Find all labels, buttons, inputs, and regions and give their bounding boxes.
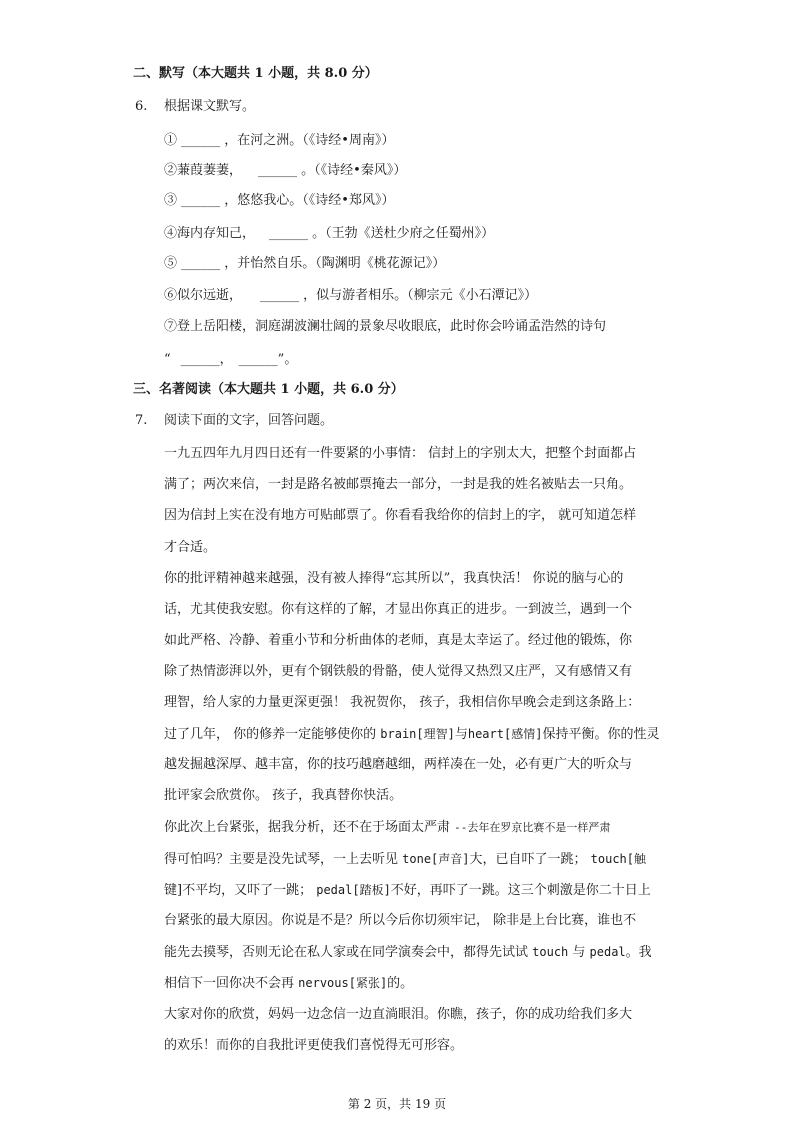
dictation-item-4: ④海内存知己， ______ 。（王勃《送杜少府之任蜀州》） bbox=[164, 226, 495, 241]
passage-line: 能先去摸琴，否则无论在私人家或在同学演奏会中，都得先试试 touch 与 pedal。我 bbox=[164, 945, 652, 960]
passage-line: 你此次上台紧张，据我分析，还不在于场面太严肃 --去年在罗京比赛不是一样严肃 bbox=[164, 820, 611, 835]
question-6-prompt: 根据课文默写。 bbox=[164, 99, 256, 114]
dictation-blank[interactable]: ______ bbox=[180, 352, 220, 367]
question-6-number: 6. bbox=[135, 99, 148, 114]
dictation-item-5: ⑤ ______ ，并怡然自乐。（陶渊明《桃花源记》） bbox=[164, 256, 446, 271]
dictation-blank[interactable]: ______ bbox=[260, 288, 300, 303]
passage-line: 你的批评精神越来越强，没有被人捧得“忘其所以”，我真快活！ 你说的脑与心的 bbox=[164, 571, 624, 586]
passage-line: 批评家会欣赏你。 孩子，我真替你快活。 bbox=[164, 788, 403, 803]
question-7-prompt: 阅读下面的文字，回答问题。 bbox=[164, 413, 334, 428]
passage-line: 得可怕吗？主要是没先试琴，一上去听见 tone[声音]大，已自吓了一跳； touch[触 bbox=[164, 852, 646, 867]
passage-line: 大家对你的欣赏，妈妈一边念信一边直淌眼泪。你瞧，孩子，你的成功给我们多大 bbox=[164, 1007, 633, 1022]
passage-line: 过了几年， 你的修养一定能够使你的 brain[理智]与heart[感情]保持平衡。你的性灵 bbox=[164, 727, 660, 742]
section3-heading: 三、名著阅读（本大题共 1 小题，共 6.0 分） bbox=[133, 382, 404, 397]
section2-heading: 二、默写（本大题共 1 小题，共 8.0 分） bbox=[133, 66, 378, 81]
passage-line: 理智，给人家的力量更深更强！ 我祝贺你， 孩子，我相信你早晚会走到这条路上： bbox=[164, 695, 641, 710]
dictation-item-7: ⑦登上岳阳楼，洞庭湖波澜壮阔的景象尽收眼底，此时你会吟诵孟浩然的诗句 bbox=[164, 319, 607, 334]
dictation-item-2: ②蒹葭萋萋， ______ 。（《诗经•秦风》） bbox=[164, 163, 407, 178]
passage-line: 如此严格、冷静、着重小节和分析曲体的老师，真是太幸运了。经过他的锻炼，你 bbox=[164, 633, 633, 648]
passage-line: 除了热情澎湃以外，更有个钢铁般的骨骼，使人觉得又热烈又庄严，又有感情又有 bbox=[164, 664, 633, 679]
dictation-blank[interactable]: ______ bbox=[258, 163, 298, 178]
passage-line: 才合适。 bbox=[164, 540, 217, 555]
passage-line: 键]不平均，又吓了一跳； pedal[踏板]不好，再吓了一跳。这三个刺激是你二十日上 bbox=[164, 883, 651, 898]
dictation-blank[interactable]: ______ bbox=[181, 133, 221, 148]
dictation-blank[interactable]: ______ bbox=[181, 193, 221, 208]
passage-line: 一九五四年九月四日还有一件要紧的小事情： 信封上的字别太大，把整个封面都占 bbox=[164, 446, 637, 461]
passage-line: 的欢乐！而你的自我批评更使我们喜悦得无可形容。 bbox=[164, 1038, 464, 1053]
passage-line: 满了；两次来信，一封是路名被邮票掩去一部分，一封是我的姓名被贴去一只角。 bbox=[164, 477, 633, 492]
dictation-blank[interactable]: ______ bbox=[269, 226, 309, 241]
passage-line: 越发掘越深厚、越丰富，你的技巧越磨越细，两样凑在一处，必有更广大的听众与 bbox=[164, 757, 633, 772]
passage-line: 话，尤其使我安慰。你有这样的了解，才显出你真正的进步。一到波兰，遇到一个 bbox=[164, 602, 633, 617]
passage-line: 相信下一回你决不会再 nervous[紧张]的。 bbox=[164, 976, 414, 991]
question-7-number: 7. bbox=[135, 413, 148, 428]
page-footer: 第 2 页，共 19 页 bbox=[347, 1097, 447, 1111]
passage-line: 因为信封上实在没有地方可贴邮票了。你看看我给你的信封上的字， 就可知道怎样 bbox=[164, 508, 637, 523]
dictation-item-1: ① ______ ，在河之洲。（《诗经•周南》） bbox=[164, 133, 395, 148]
dictation-item-7-answer: “ ______， ______”。 bbox=[164, 352, 298, 367]
dictation-item-6: ⑥似尔远逝， ______ ，似与游者相乐。（柳宗元《小石潭记》） bbox=[164, 288, 538, 303]
dictation-blank[interactable]: ______ bbox=[238, 352, 278, 367]
passage-line: 台紧张的最大原因。你说是不是？所以今后你切须牢记， 除非是上台比赛，谁也不 bbox=[164, 913, 637, 928]
dictation-blank[interactable]: ______ bbox=[181, 256, 221, 271]
dictation-item-3: ③ ______ ，悠悠我心。（《诗经•郑风》） bbox=[164, 193, 395, 208]
